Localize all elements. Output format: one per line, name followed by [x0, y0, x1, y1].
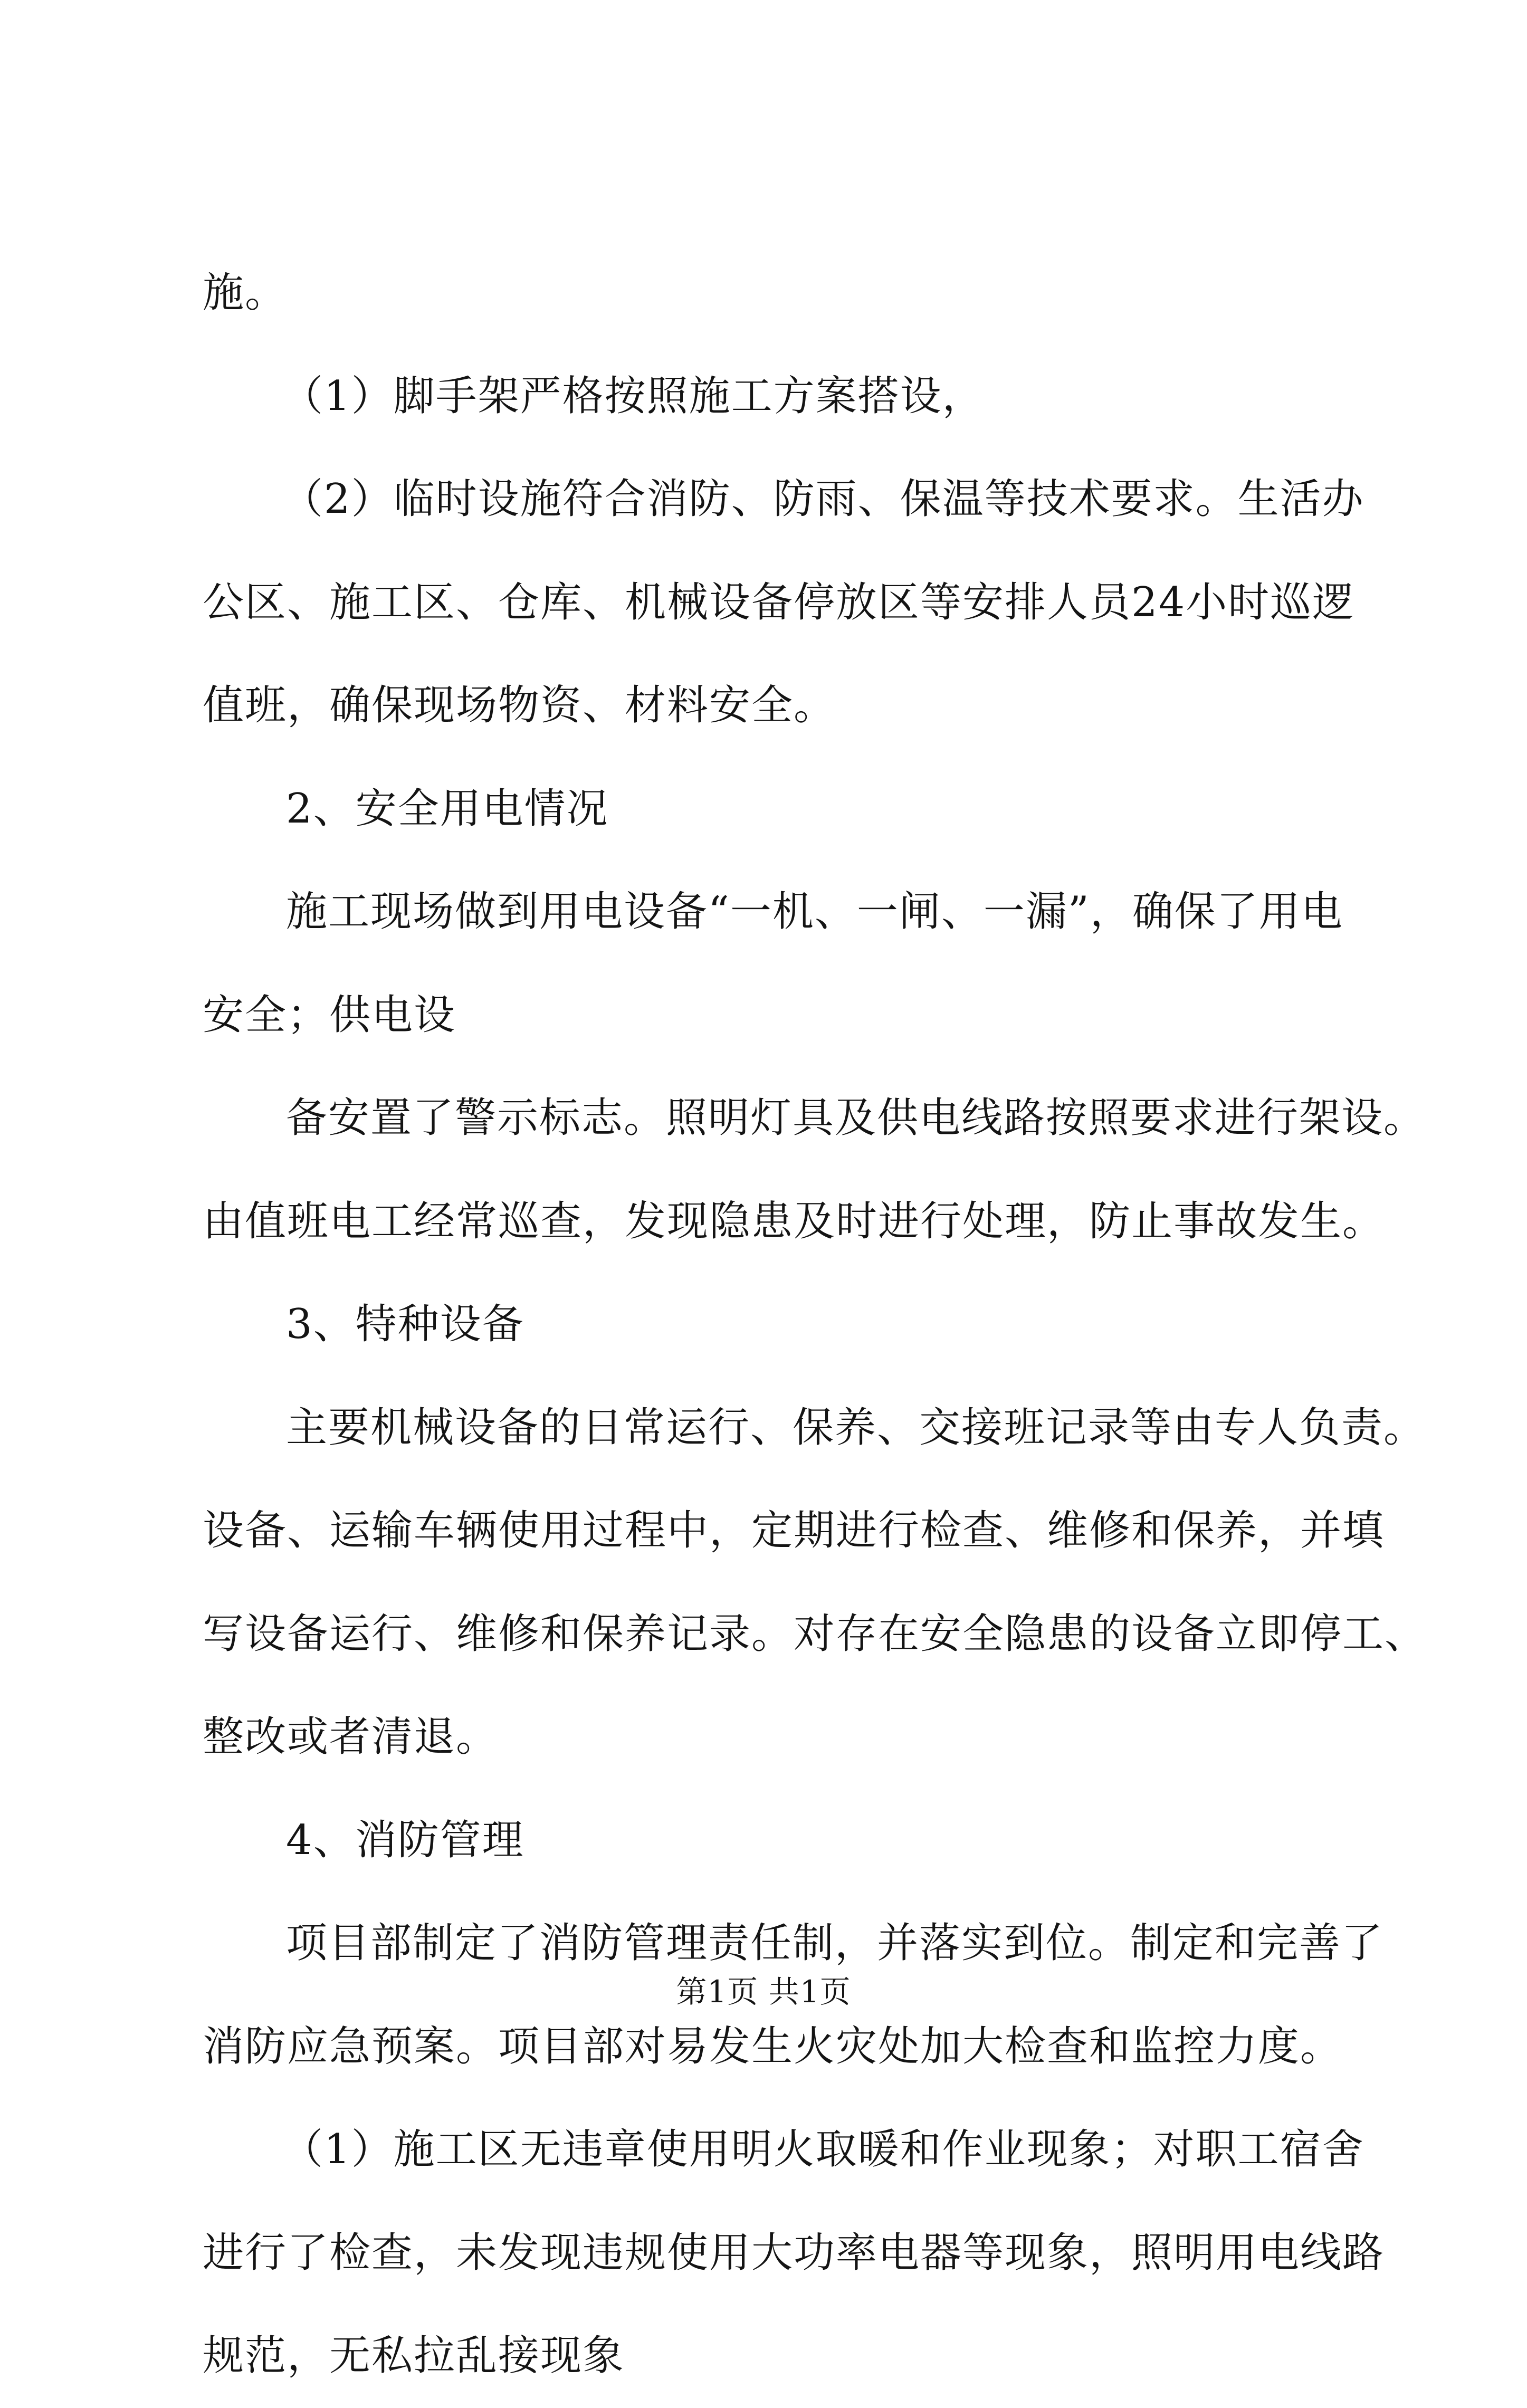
text-line: 整改或者清退。: [203, 1713, 499, 1761]
text-line: 主要机械设备的日常运行、保养、交接班记录等由专人负责。: [286, 1403, 1426, 1451]
section-heading: 4、消防管理: [286, 1816, 524, 1864]
text-line: 施工现场做到用电设备“一机、一闸、一漏”，确保了用电: [286, 888, 1343, 935]
text-line: （1）施工区无违章使用明火取暖和作业现象；对职工宿舍: [282, 2126, 1364, 2173]
text-line: （1）脚手架严格按照施工方案搭设，: [282, 372, 985, 420]
section-heading: 2、安全用电情况: [286, 785, 609, 833]
text-line: 进行了检查，未发现违规使用大功率电器等现象，照明用电线路: [203, 2229, 1385, 2277]
text-line: 值班，确保现场物资、材料安全。: [203, 682, 836, 729]
text-line: 写设备运行、维修和保养记录。对存在安全隐患的设备立即停工、: [203, 1610, 1427, 1658]
text-line: 设备、运输车辆使用过程中，定期进行检查、维修和保养，并填: [203, 1507, 1385, 1554]
text-line: 施。: [203, 269, 288, 317]
page-footer: 第1页 共1页: [676, 1974, 851, 2010]
text-line: （2）临时设施符合消防、防雨、保温等技术要求。生活办: [282, 475, 1364, 523]
text-line: 规范，无私拉乱接现象: [203, 2332, 625, 2380]
text-line: 安全；供电设: [203, 991, 456, 1039]
text-line: 由值班电工经常巡查，发现隐患及时进行处理，防止事故发生。: [203, 1197, 1385, 1245]
text-line: 公区、施工区、仓库、机械设备停放区等安排人员24小时巡逻: [203, 578, 1355, 626]
section-heading: 3、特种设备: [286, 1301, 524, 1348]
document-body: [203, 242, 1427, 2408]
text-line: 备安置了警示标志。照明灯具及供电线路按照要求进行架设。: [286, 1094, 1426, 1142]
text-line: 消防应急预案。项目部对易发生火灾处加大检查和监控力度。: [203, 2022, 1343, 2070]
text-line: 项目部制定了消防管理责任制，并落实到位。制定和完善了: [286, 1919, 1384, 1967]
